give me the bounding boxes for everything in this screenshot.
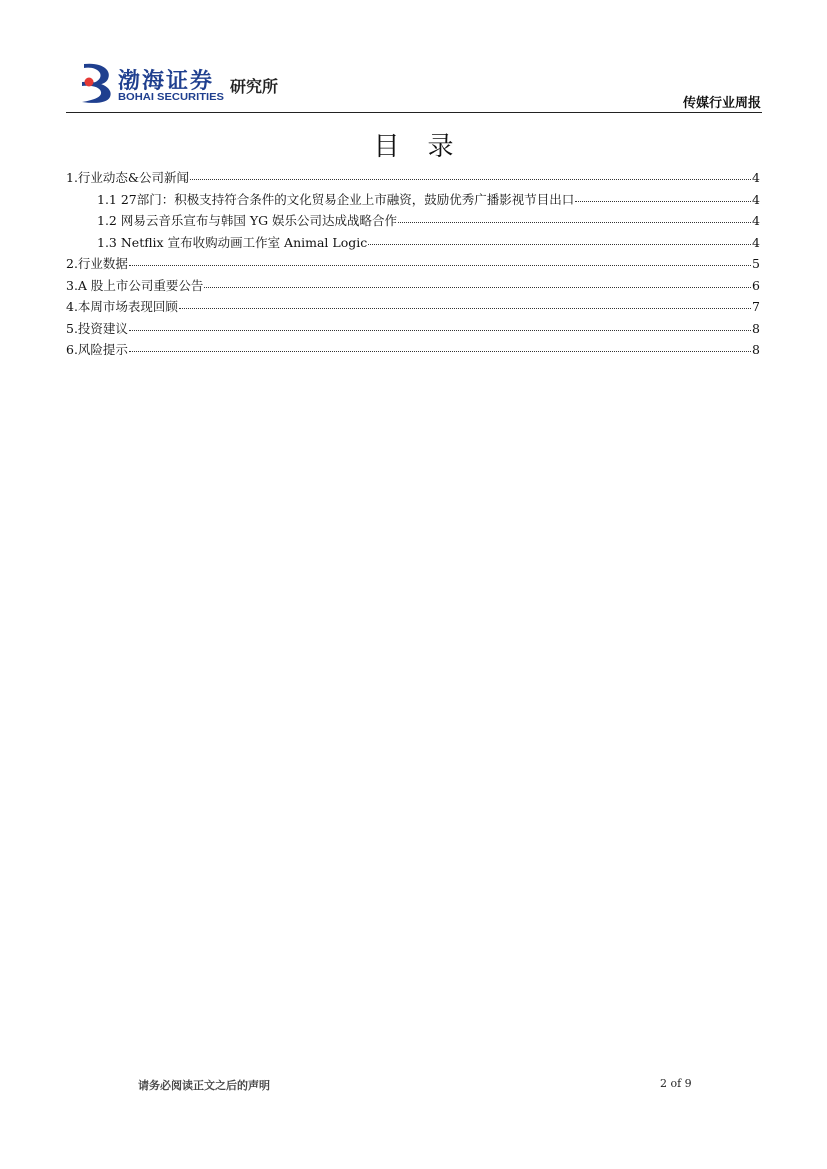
toc-entry-page: 4 [752, 213, 760, 228]
toc-leader-dots [190, 167, 751, 180]
bohai-securities-logo [78, 62, 298, 106]
toc-entry-title: 3.A 股上市公司重要公告 [66, 277, 204, 293]
toc-entry[interactable] [66, 276, 760, 298]
toc-entry-title: 1.行业动态&公司新闻 [66, 170, 190, 185]
toc-leader-dots [204, 275, 751, 288]
toc-entry[interactable] [66, 340, 760, 362]
report-type-title: 传媒行业周报 [682, 96, 761, 111]
toc-entry-title: 1.2 网易云音乐宣布与韩国 YG 娱乐公司达成战略合作 [97, 213, 398, 228]
toc-title: 目录 [373, 132, 482, 162]
footer-page-indicator: 2 of 9 [660, 1077, 692, 1090]
toc-entry[interactable] [66, 319, 760, 341]
toc-entry-title: 4.本周市场表现回顾 [66, 299, 178, 314]
toc-leader-dots [368, 232, 751, 245]
toc-entry[interactable] [66, 233, 760, 255]
toc-entry[interactable] [66, 254, 760, 276]
toc-entry-title: 1.1 27部门：积极支持符合条件的文化贸易企业上市融资，鼓励优秀广播影视节目出口 [97, 191, 575, 207]
toc-entry-title: 5.投资建议 [66, 320, 128, 336]
bohai-logo-icon [78, 62, 116, 104]
toc-entry-page: 4 [752, 234, 760, 250]
toc-leader-dots [129, 339, 751, 352]
toc-entry-page: 6 [752, 277, 760, 293]
toc-entry[interactable] [66, 168, 760, 190]
table-of-contents [66, 168, 760, 362]
toc-entry-page: 5 [752, 256, 760, 271]
toc-entry[interactable] [66, 190, 760, 212]
toc-entry[interactable] [66, 297, 760, 319]
toc-leader-dots [129, 318, 751, 331]
toc-entry-title: 1.3 Netflix 宣布收购动画工作室 Animal Logic [97, 234, 368, 250]
logo-cn-name: 渤海证券 [118, 69, 215, 94]
toc-leader-dots [129, 253, 751, 266]
page-header [0, 0, 827, 115]
toc-entry-page: 4 [752, 170, 760, 185]
toc-leader-dots [179, 296, 751, 309]
toc-entry-title: 2.行业数据 [66, 256, 128, 271]
header-divider [66, 112, 762, 113]
toc-entry[interactable] [66, 211, 760, 233]
toc-entry-title: 6.风险提示 [66, 342, 128, 357]
footer-disclaimer: 请务必阅读正文之后的声明 [138, 1079, 270, 1092]
logo-suffix: 研究所 [230, 77, 279, 96]
svg-text:BOHAI SECURITIES: BOHAI SECURITIES [118, 92, 225, 102]
toc-leader-dots [575, 189, 751, 202]
toc-entry-page: 8 [752, 320, 760, 336]
toc-entry-page: 8 [752, 342, 760, 357]
toc-leader-dots [398, 210, 751, 223]
toc-entry-page: 7 [752, 299, 760, 314]
toc-entry-page: 4 [752, 191, 760, 207]
